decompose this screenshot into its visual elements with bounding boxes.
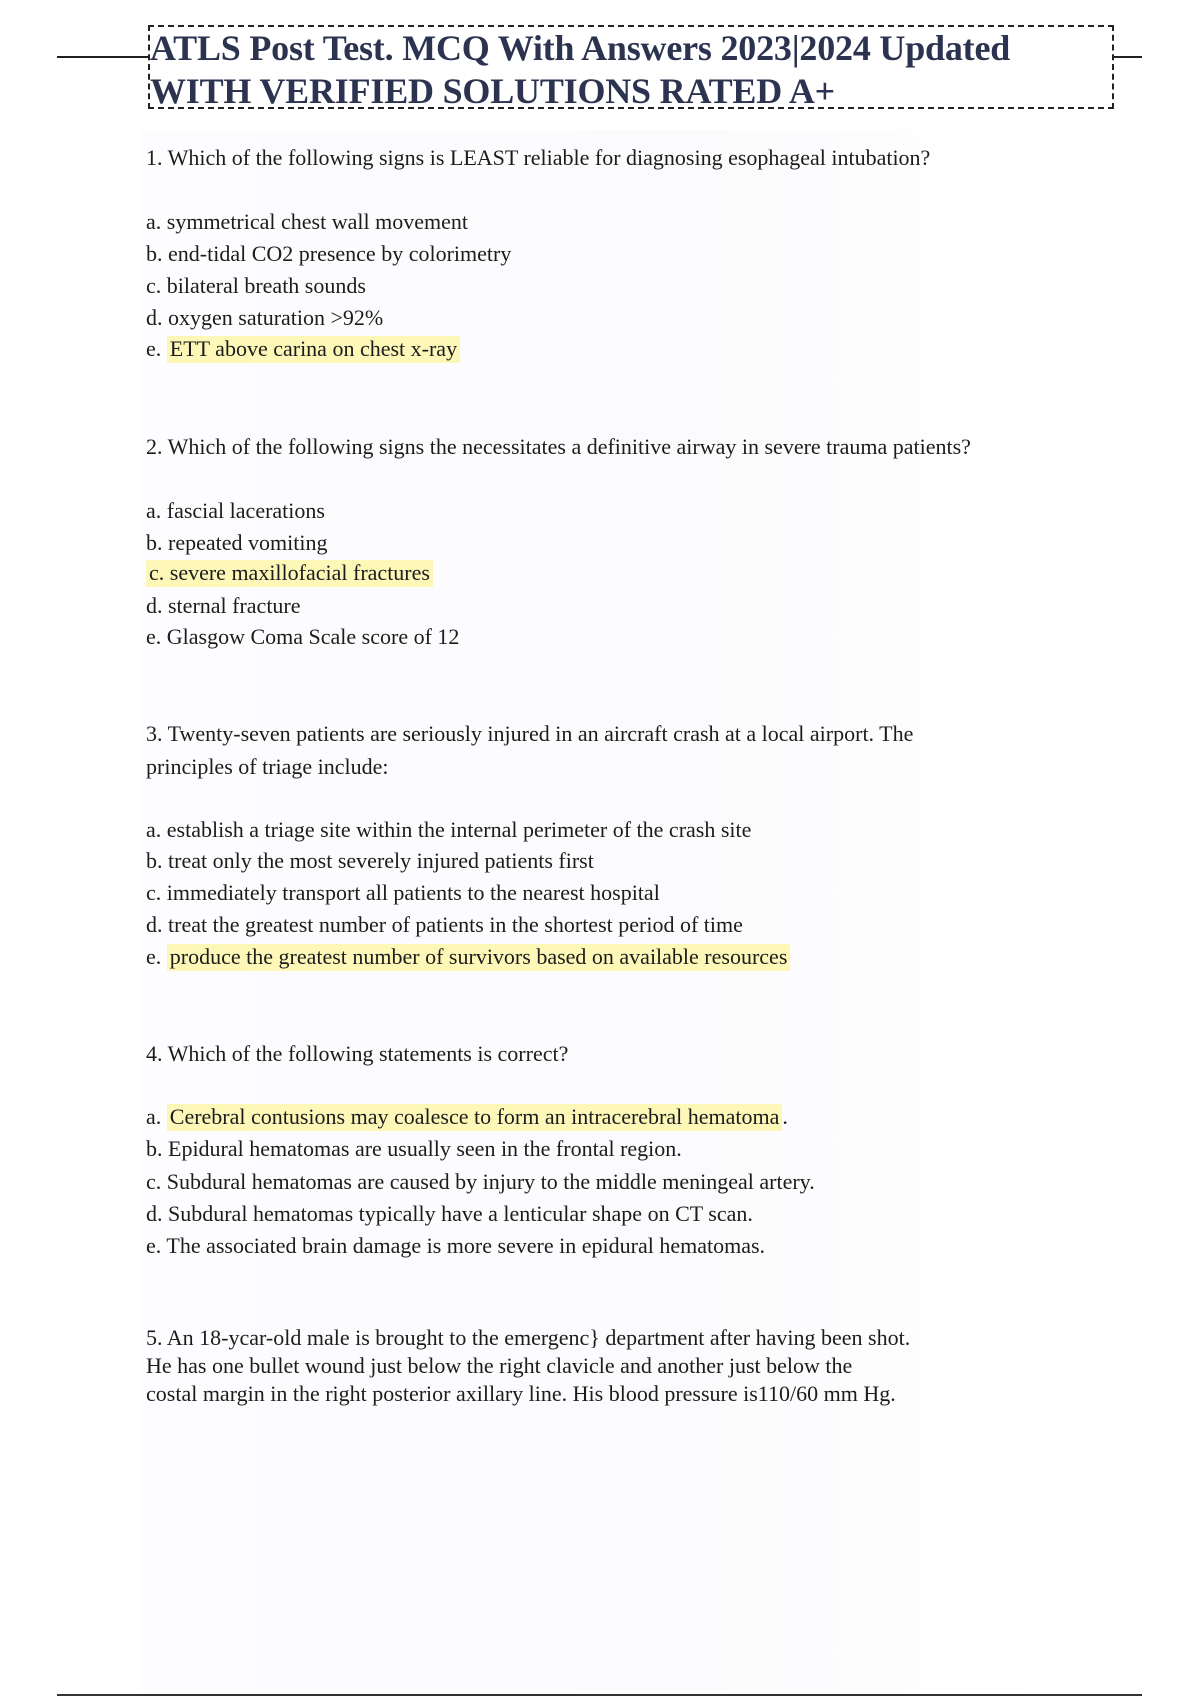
question-3-text-line-1: 3. Twenty-seven patients are seriously injured in an aircraft crash at a local airport. The [146, 721, 914, 746]
question-1-text: 1. Which of the following signs is LEAST reliable for diagnosing esophageal intubation? [146, 145, 931, 170]
question-2-option-a: a. fascial lacerations [146, 498, 325, 523]
question-3-option-e: e. produce the greatest number of survivors based on available resources [146, 942, 790, 972]
question-3-text-line-2: principles of triage include: [146, 754, 389, 779]
question-4-option-d: d. Subdural hematomas typically have a lenticular shape on CT scan. [146, 1201, 753, 1226]
answer-highlight: c. severe maxillofacial fractures [146, 560, 433, 587]
question-1-option-a: a. symmetrical chest wall movement [146, 209, 468, 234]
question-1-option-e: e. ETT above carina on chest x-ray [146, 334, 460, 364]
question-1-option-b: b. end-tidal CO2 presence by colorimetry [146, 241, 512, 266]
question-2-option-e: e. Glasgow Coma Scale score of 12 [146, 624, 460, 649]
question-2-option-d: d. sternal fracture [146, 593, 301, 618]
answer-highlight: ETT above carina on chest x-ray [167, 336, 460, 363]
question-5-text-line-2: He has one bullet wound just below the right clavicle and another just below the [146, 1353, 853, 1378]
document-title-line-2: WITH VERIFIED SOLUTIONS RATED A+ [150, 71, 835, 111]
document-title-line-1: ATLS Post Test. MCQ With Answers 2023|2024 Updated [150, 28, 1011, 68]
question-2-text: 2. Which of the following signs the necessitates a definitive airway in severe trauma patients? [146, 434, 971, 459]
question-1-option-d: d. oxygen saturation >92% [146, 305, 384, 330]
question-4-option-a: a. Cerebral contusions may coalesce to form an intracerebral hematoma . [146, 1104, 788, 1129]
answer-highlight: Cerebral contusions may coalesce to form an intracerebral hematoma [167, 1104, 783, 1131]
question-4-option-b: b. Epidural hematomas are usually seen in the frontal region. [146, 1136, 682, 1161]
question-3-option-b: b. treat only the most severely injured patients first [146, 848, 594, 873]
bottom-rule [57, 1694, 1142, 1696]
question-5-text-line-3: costal margin in the right posterior axillary line. His blood pressure is110/60 mm Hg. [146, 1381, 896, 1406]
question-4-option-c: c. Subdural hematomas are caused by injury to the middle meningeal artery. [146, 1169, 815, 1194]
question-3-option-d: d. treat the greatest number of patients in the shortest period of time [146, 912, 743, 937]
question-1-option-c: c. bilateral breath sounds [146, 273, 366, 298]
question-2-option-b: b. repeated vomiting [146, 530, 328, 555]
question-5-text-line-1: 5. An 18-ycar-old male is brought to the emergenc} department after having been shot. [146, 1325, 911, 1350]
question-3-option-a: a. establish a triage site within the internal perimeter of the crash site [146, 817, 752, 842]
question-3-option-c: c. immediately transport all patients to the nearest hospital [146, 880, 660, 905]
answer-highlight: produce the greatest number of survivors based on available resources [167, 944, 791, 971]
title-rule-left [57, 56, 149, 58]
title-rule-right [1114, 56, 1142, 58]
question-2-option-c [146, 558, 433, 588]
question-4-text: 4. Which of the following statements is correct? [146, 1041, 569, 1066]
question-4-option-e: e. The associated brain damage is more severe in epidural hematomas. [146, 1233, 766, 1258]
